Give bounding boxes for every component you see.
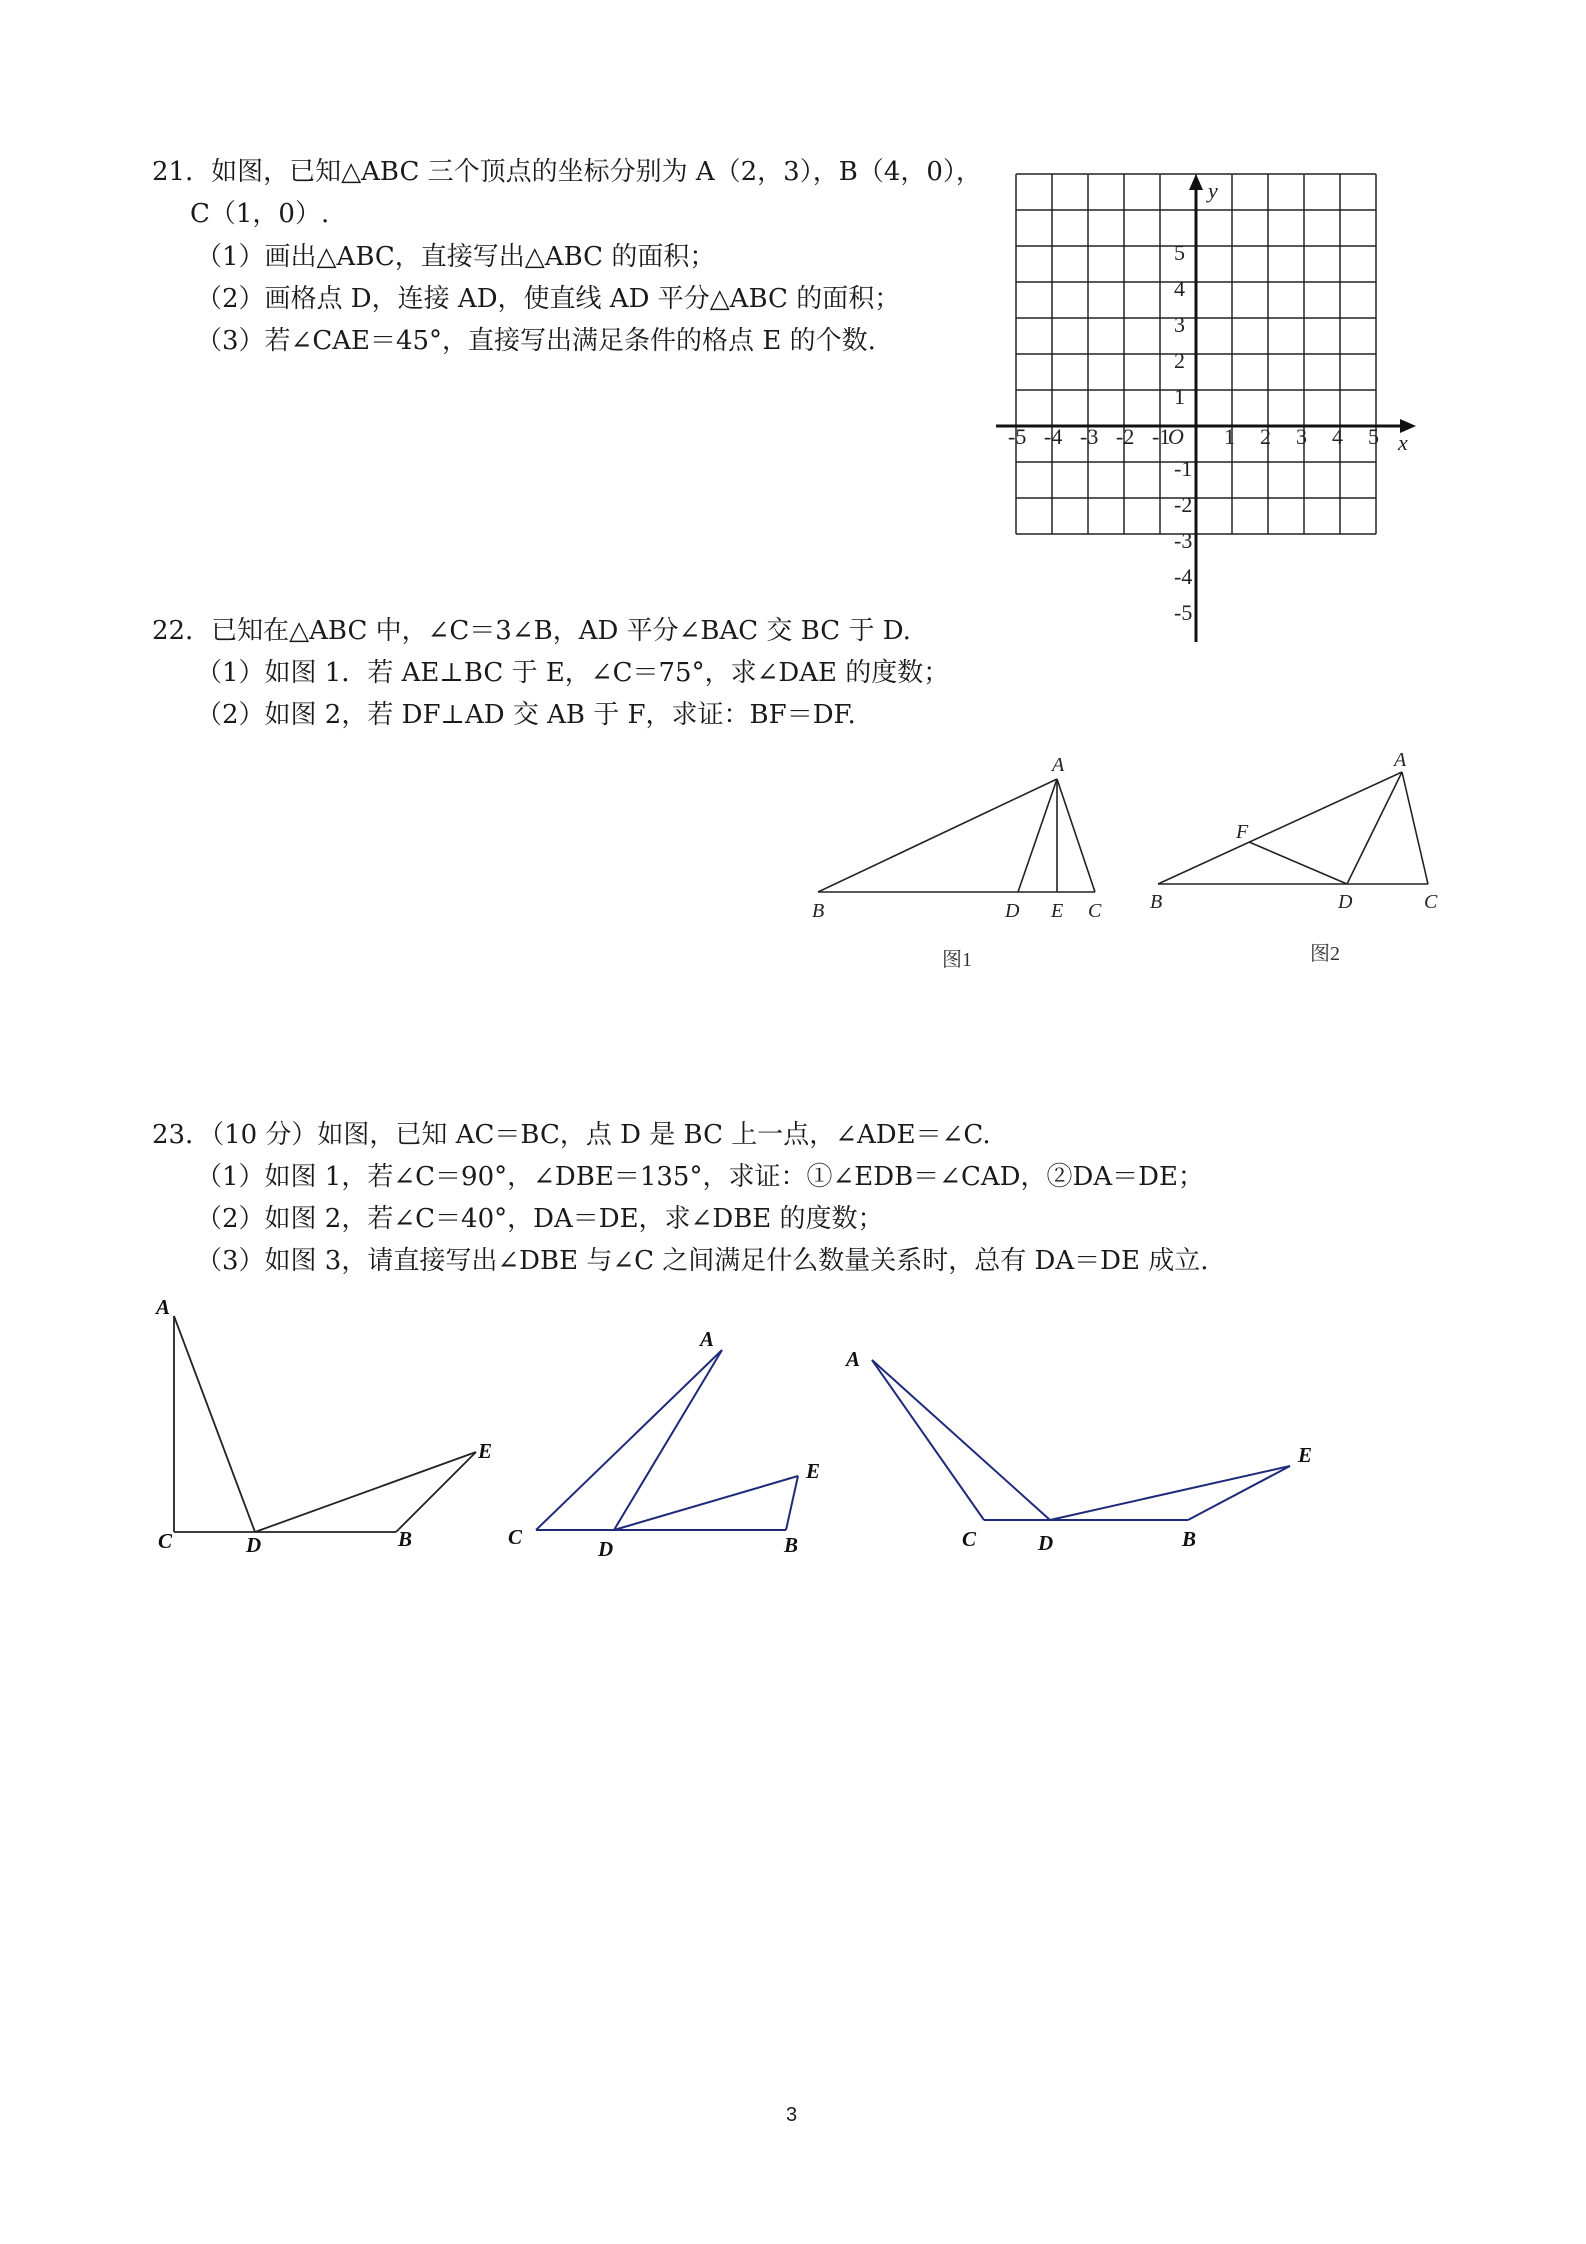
q23-fig1-label-C: C <box>158 1529 173 1553</box>
x-tick-label: -2 <box>1116 424 1135 449</box>
fig2-label-C: C <box>1424 891 1438 913</box>
x-axis-label: x <box>1398 430 1408 455</box>
page-number: 3 <box>786 2104 798 2126</box>
x-tick-label: 1 <box>1224 424 1235 449</box>
x-tick-label: -4 <box>1044 424 1063 449</box>
q23-fig2-label-C: C <box>508 1525 523 1549</box>
q23-fig1-label-B: B <box>398 1527 413 1551</box>
fig1-label-E: E <box>1051 900 1064 922</box>
q23-fig3-label-B: B <box>1182 1527 1197 1551</box>
y-tick-label: -2 <box>1174 492 1193 517</box>
y-tick-label: -1 <box>1174 456 1193 481</box>
q21-coordinate-grid <box>996 174 1416 644</box>
x-tick-label: -3 <box>1080 424 1099 449</box>
y-axis-arrow <box>1189 174 1203 190</box>
fig2-label-A: A <box>1394 749 1407 771</box>
x-tick-label: -5 <box>1008 424 1027 449</box>
x-tick-labels <box>1008 424 1379 449</box>
q23-fig3-label-E: E <box>1298 1443 1313 1467</box>
q23-fig3-label-C: C <box>962 1527 977 1551</box>
q21-part3: （3）若∠CAE＝45°，直接写出满足条件的格点 E 的个数. <box>196 326 876 356</box>
fig2-label-B: B <box>1150 891 1163 913</box>
y-tick-label: -4 <box>1174 564 1193 589</box>
x-tick-label: 2 <box>1260 424 1271 449</box>
q21-line2: C（1，0）. <box>190 199 330 229</box>
x-tick-label: -1 <box>1152 424 1171 449</box>
x-tick-label: 3 <box>1296 424 1307 449</box>
y-tick-label: -5 <box>1174 600 1193 625</box>
q22-part2: （2）如图 2，若 DF⊥AD 交 AB 于 F，求证：BF＝DF. <box>196 700 856 730</box>
q23-line1: 23．（10 分）如图，已知 AC＝BC，点 D 是 BC 上一点，∠ADE＝∠C. <box>152 1120 991 1150</box>
q23-fig2-label-D: D <box>598 1537 614 1561</box>
y-tick-label: 4 <box>1174 276 1185 301</box>
q22-line1: 22．已知在△ABC 中，∠C＝3∠B，AD 平分∠BAC 交 BC 于 D. <box>152 616 911 646</box>
q23-fig1-label-E: E <box>478 1439 493 1463</box>
y-tick-label: 1 <box>1174 384 1185 409</box>
q23-fig1-label-D: D <box>246 1533 262 1557</box>
q23-fig1-label-A: A <box>156 1295 171 1319</box>
origin-label: O <box>1168 424 1184 449</box>
fig1-label-D: D <box>1005 900 1020 922</box>
fig2-caption: 图2 <box>1310 943 1340 965</box>
q23-figure-2 <box>500 1320 840 1560</box>
fig2-label-F: F <box>1236 821 1249 843</box>
fig2-label-D: D <box>1338 891 1353 913</box>
q22-figure-1 <box>808 754 1102 971</box>
fig1-label-B: B <box>812 900 825 922</box>
x-tick-label: 4 <box>1332 424 1343 449</box>
q21-line1: 21．如图，已知△ABC 三个顶点的坐标分别为 A（2，3），B（4，0）， <box>152 157 982 187</box>
q23-fig3-label-D: D <box>1038 1531 1054 1555</box>
q21-part1: （1）画出△ABC，直接写出△ABC 的面积； <box>196 242 716 272</box>
q23-part1: （1）如图 1，若∠C＝90°，∠DBE＝135°，求证：①∠EDB＝∠CAD，②DA＝DE； <box>196 1162 1204 1192</box>
y-tick-label: 2 <box>1174 348 1185 373</box>
q23-figure-1 <box>150 1290 510 1557</box>
q23-part3: （3）如图 3，请直接写出∠DBE 与∠C 之间满足什么数量关系时，总有 DA＝DE 成立. <box>196 1246 1209 1276</box>
y-tick-label: -3 <box>1174 528 1193 553</box>
q21-part2: （2）画格点 D，连接 AD，使直线 AD 平分△ABC 的面积； <box>196 284 901 314</box>
q22-part1: （1）如图 1．若 AE⊥BC 于 E，∠C＝75°，求∠DAE 的度数； <box>196 658 950 688</box>
q23-figure-3 <box>840 1336 1313 1576</box>
q23-fig2-label-B: B <box>784 1533 799 1557</box>
q23-fig2-label-A: A <box>700 1327 715 1351</box>
fig1-caption: 图1 <box>942 949 972 971</box>
fig1-label-C: C <box>1088 900 1102 922</box>
q23-fig2-label-E: E <box>806 1459 821 1483</box>
fig1-label-A: A <box>1052 754 1065 776</box>
y-axis-label: y <box>1208 178 1218 203</box>
q23-fig3-label-A: A <box>846 1347 861 1371</box>
y-tick-label: 5 <box>1174 240 1185 265</box>
q23-part2: （2）如图 2，若∠C＝40°，DA＝DE，求∠DBE 的度数； <box>196 1204 884 1234</box>
q22-figure-2 <box>1148 749 1448 965</box>
x-tick-label: 5 <box>1368 424 1379 449</box>
y-tick-label: 3 <box>1174 312 1185 337</box>
